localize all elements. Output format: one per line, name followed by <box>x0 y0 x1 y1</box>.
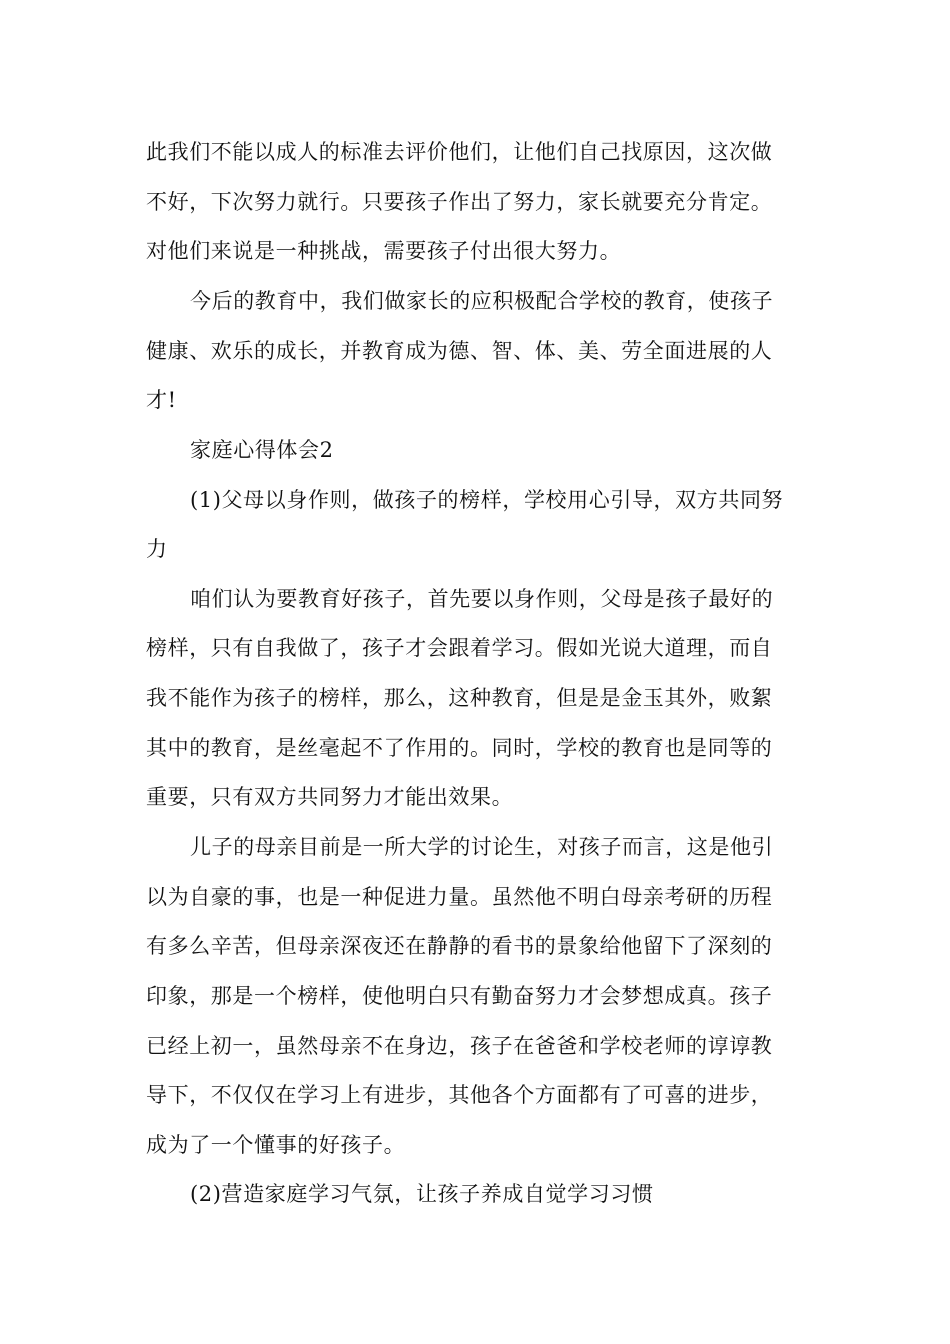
text-line: 对他们来说是一种挑战，需要孩子付出很大努力。 <box>146 239 622 263</box>
subheading-line: (1)父母以身作则，做孩子的榜样，学校用心引导，双方共同努 <box>190 488 784 512</box>
text-line: 此我们不能以成人的标准去评价他们，让他们自己找原因，这次做 <box>146 140 773 164</box>
text-line: 不好，下次努力就行。只要孩子作出了努力，家长就要充分肯定。 <box>146 190 773 214</box>
text-line: 我不能作为孩子的榜样，那么，这种教育，但是是金玉其外，败絮 <box>146 686 773 710</box>
text-line: 榜样，只有自我做了，孩子才会跟着学习。假如光说大道理，而自 <box>146 636 773 660</box>
subheading-line: 力 <box>146 537 168 561</box>
text-line: 以为自豪的事，也是一种促进力量。虽然他不明白母亲考研的历程 <box>146 885 773 909</box>
text-line: 导下，不仅仅在学习上有进步，其他各个方面都有了可喜的进步， <box>146 1083 773 1107</box>
text-line: 重要，只有双方共同努力才能出效果。 <box>146 785 514 809</box>
section-heading: 家庭心得体会2 <box>190 438 334 462</box>
text-line: 有多么辛苦，但母亲深夜还在静静的看书的景象给他留下了深刻的 <box>146 934 773 958</box>
paragraph-start-line: 儿子的母亲目前是一所大学的讨论生，对孩子而言，这是他引 <box>190 835 774 859</box>
paragraph-start-line: 今后的教育中，我们做家长的应积极配合学校的教育，使孩子 <box>190 289 774 313</box>
text-line: 印象，那是一个榜样，使他明白只有勤奋努力才会梦想成真。孩子 <box>146 984 773 1008</box>
text-line: 成为了一个懂事的好孩子。 <box>146 1133 406 1157</box>
text-line: 健康、欢乐的成长，并教育成为德、智、体、美、劳全面进展的人 <box>146 339 773 363</box>
text-line: 其中的教育，是丝毫起不了作用的。同时，学校的教育也是同等的 <box>146 736 773 760</box>
paragraph-start-line: 咱们认为要教育好孩子，首先要以身作则，父母是孩子最好的 <box>190 587 774 611</box>
text-line: 才! <box>146 388 177 412</box>
subheading-line: (2)营造家庭学习气氛，让孩子养成自觉学习习惯 <box>190 1182 654 1206</box>
text-line: 已经上初一，虽然母亲不在身边，孩子在爸爸和学校老师的谆谆教 <box>146 1034 773 1058</box>
